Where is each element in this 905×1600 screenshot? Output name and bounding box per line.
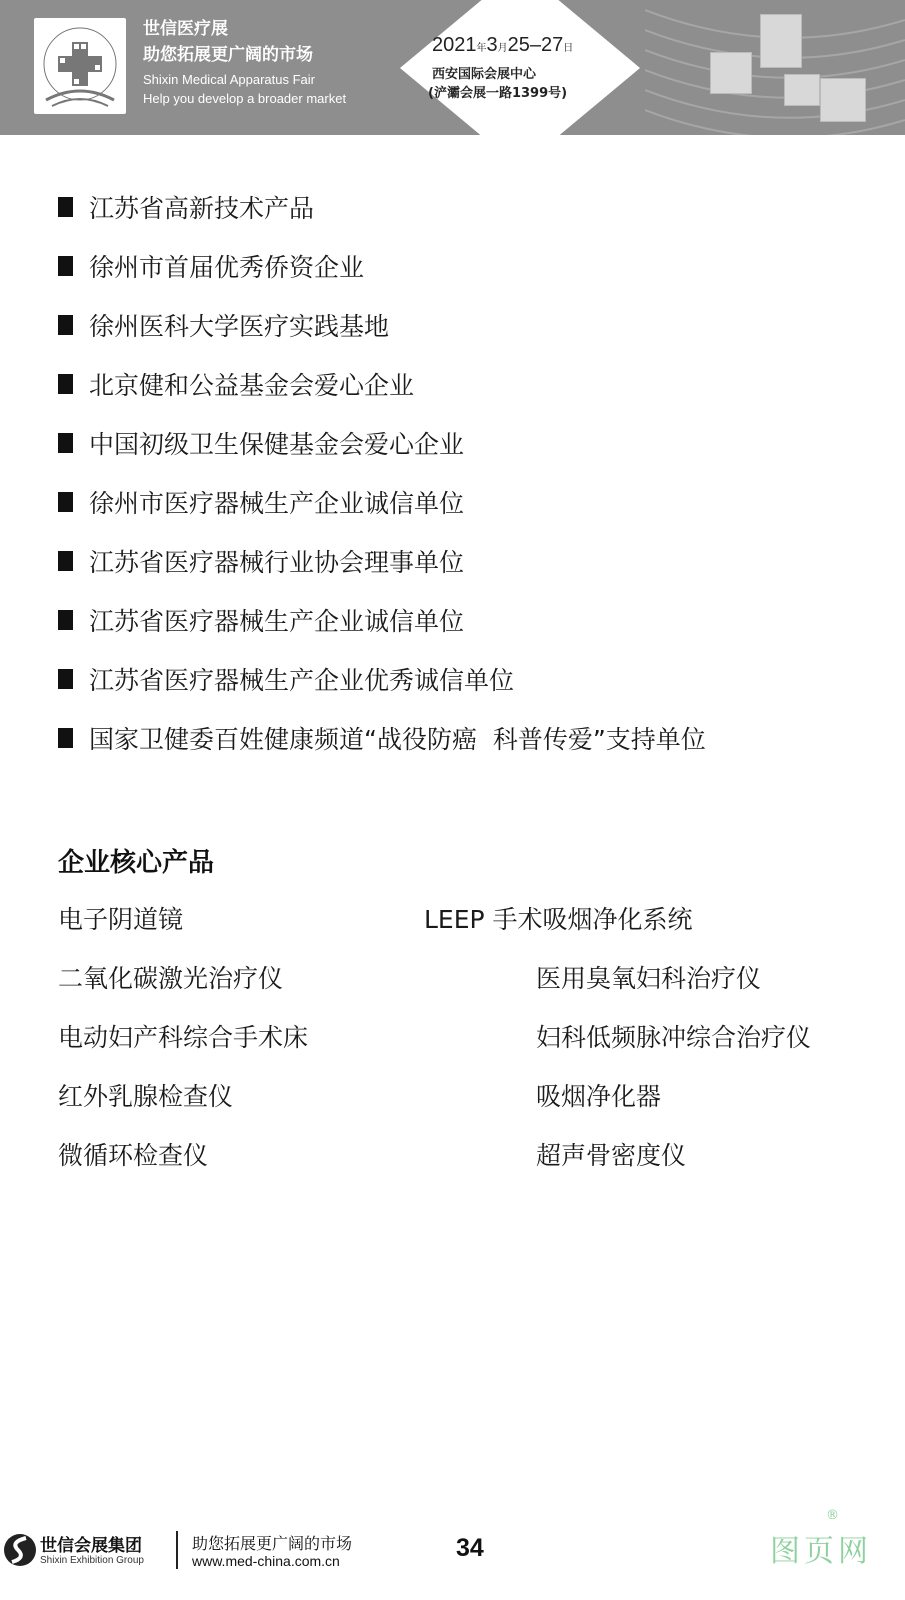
equipment-photo-2 [710, 52, 752, 94]
banner-slogan-cn-1: 世信医疗展 [143, 19, 228, 39]
honor-text: 北京健和公益基金会爱心企业 [89, 371, 415, 400]
equipment-photo-4 [820, 78, 866, 122]
bullet-square-icon [58, 728, 73, 748]
product-item-right: 吸烟净化器 [536, 1082, 662, 1111]
product-item-right: 超声骨密度仪 [536, 1141, 687, 1170]
footer-website-link[interactable]: www.med-china.com.cn [192, 1553, 340, 1569]
product-item-left: 电动妇产科综合手术床 [58, 1023, 309, 1052]
honor-item [58, 603, 464, 637]
product-item-left: 红外乳腺检查仪 [58, 1082, 234, 1111]
date-month: 3 [486, 34, 498, 56]
honor-item [58, 367, 414, 401]
date-days: 25–27 [507, 34, 564, 56]
venue-name: 西安国际会展中心 [432, 67, 537, 82]
equipment-photo-1 [760, 14, 802, 68]
honor-text: 国家卫健委百姓健康频道“战役防癌 科普传爱”支持单位 [89, 725, 706, 754]
footer-slogan: 助您拓展更广阔的市场 [192, 1534, 353, 1553]
honor-item [58, 249, 364, 283]
date-year: 2021 [432, 34, 477, 56]
bullet-square-icon [58, 669, 73, 689]
honor-text: 江苏省医疗器械生产企业优秀诚信单位 [89, 666, 515, 695]
date-day-unit: 日 [563, 43, 574, 54]
bullet-square-icon [58, 374, 73, 394]
fair-date [432, 34, 573, 57]
honor-item [58, 485, 464, 519]
footer-company-name: 世信会展集团 [40, 1536, 142, 1556]
banner-slogan-cn-2: 助您拓展更广阔的市场 [143, 45, 313, 65]
watermark-text: 图页网 [770, 1534, 872, 1569]
registered-mark: ® [826, 1508, 839, 1523]
honor-text: 江苏省高新技术产品 [89, 194, 315, 223]
product-item-right: 妇科低频脉冲综合治疗仪 [536, 1023, 812, 1052]
date-month-unit: 月 [497, 43, 508, 54]
honor-text: 徐州市医疗器械生产企业诚信单位 [89, 489, 465, 518]
medical-cross-logo-icon [34, 18, 126, 114]
product-item-left: 电子阴道镜 [58, 905, 184, 934]
honor-item [58, 721, 706, 755]
bullet-square-icon [58, 610, 73, 630]
honor-item [58, 426, 464, 460]
product-item-right: LEEP 手术吸烟净化系统 [424, 905, 693, 934]
honor-text: 江苏省医疗器械行业协会理事单位 [89, 548, 465, 577]
bullet-square-icon [58, 315, 73, 335]
honor-text: 徐州市首届优秀侨资企业 [89, 253, 365, 282]
honor-item [58, 544, 464, 578]
fair-logo [34, 18, 126, 114]
bullet-square-icon [58, 433, 73, 453]
honor-text: 中国初级卫生保健基金会爱心企业 [89, 430, 465, 459]
venue-address: (浐灞会展一路1399号) [428, 86, 568, 101]
banner-slogan-en-1: Shixin Medical Apparatus Fair [143, 72, 315, 87]
date-year-unit: 年 [476, 43, 487, 54]
bullet-square-icon [58, 492, 73, 512]
honor-text: 江苏省医疗器械生产企业诚信单位 [89, 607, 465, 636]
page-number: 34 [456, 1534, 484, 1562]
bullet-square-icon [58, 256, 73, 276]
banner-slogan-en-2: Help you develop a broader market [143, 91, 347, 106]
footer-divider [176, 1531, 178, 1569]
products-section-title: 企业核心产品 [58, 848, 215, 878]
bullet-square-icon [58, 197, 73, 217]
honor-text: 徐州医科大学医疗实践基地 [89, 312, 390, 341]
shixin-group-logo-icon [2, 1530, 38, 1570]
honor-item [58, 190, 314, 224]
product-item-right: 医用臭氧妇科治疗仪 [536, 964, 762, 993]
honor-item [58, 662, 514, 696]
equipment-photo-3 [784, 74, 820, 106]
honor-item [58, 308, 389, 342]
footer-company-name-en: Shixin Exhibition Group [40, 1555, 144, 1566]
header-banner [0, 0, 905, 135]
bullet-square-icon [58, 551, 73, 571]
product-item-left: 二氧化碳激光治疗仪 [58, 964, 284, 993]
product-item-left: 微循环检查仪 [58, 1141, 209, 1170]
